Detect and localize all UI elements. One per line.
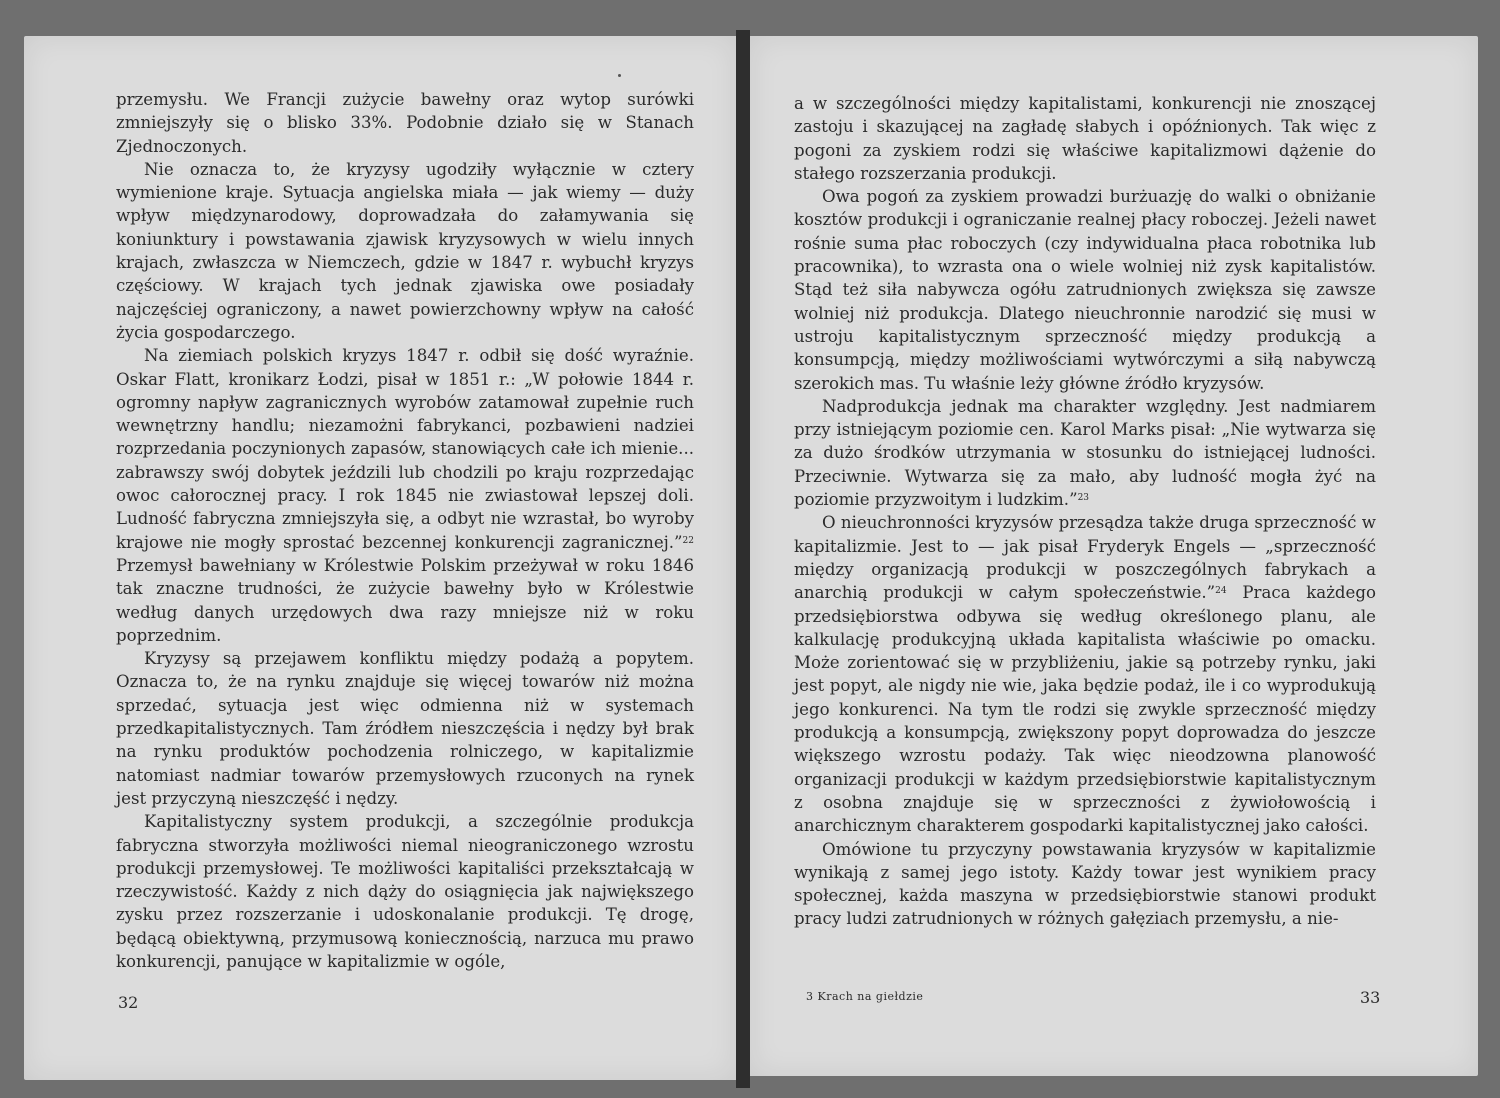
left-page <box>24 36 736 1080</box>
right-page-text <box>794 92 1376 931</box>
footnote-ref: 23 <box>1077 493 1090 504</box>
footnote-ref: 24 <box>1215 586 1227 597</box>
book-gutter <box>736 30 750 1088</box>
paragraph-text: Przemysł bawełniany w Królestwie Polskim przeżywał w roku 1846 tak znaczne trudności, że zużycie bawełny było w Królestwie według danych urzędowych dwa razy mniejsze niż w roku poprzednim. <box>116 555 694 645</box>
paragraph: przemysłu. We Francji zużycie bawełny oraz wytop surówki zmniejszyły się o blisko 33%. Podobnie działo się w Stanach Zjednoczonych. <box>116 90 694 156</box>
paragraph-text: Na ziemiach polskich kryzys 1847 r. odbił się dość wyraźnie. Oskar Flatt, kronikarz Łodzi, pisał w 1851 r.: „W połowie 1844 r. ogromny napływ zagranicznych wyrobów zatamował zupełnie ruch wewnętrzny handlu; niezamożni fabrykanci, pozbawieni nadziei rozprzedania poczynionych zapasów, stanowiących całe ich mienie... zabrawszy swój dobytek jeździli lub chodzili po kraju rozprzedając owoc całorocznej pracy. I rok 1845 nie zwiastował lepszej doli. Ludność fabryczna zmniejszyła się, a odbyt nie wzrastał, bo wyroby krajowe nie mogły sprostać bezcennej konkurencji zagranicznej.” <box>116 346 694 552</box>
paragraph <box>116 344 694 647</box>
left-page-text <box>116 88 694 973</box>
right-page <box>750 36 1478 1076</box>
footnote-ref: 22 <box>682 535 694 546</box>
page-number: 33 <box>1360 988 1381 1007</box>
paragraph: Nie oznacza to, że kryzysy ugodziły wyłącznie w cztery wymienione kraje. Sytuacja angielska miała — jak wiemy — duży wpływ międzynarodowy, doprowadzała do załamywania się koniunktury i powstawania zjawisk kryzysowych w wielu innych krajach, zwłaszcza w Niemczech, gdzie w 1847 r. wybuchł kryzys częściowy. W krajach tych jednak zjawiska owe posiadały najczęściej ograniczony, a nawet powierzchowny wpływ na całość życia gospodarczego. <box>116 159 694 342</box>
paragraph: Omówione tu przyczyny powstawania kryzysów w kapitalizmie wynikają z samej jego istoty. Każdy towar jest wynikiem pracy społecznej, każda maszyna w przedsiębiorstwie stanowi produkt pracy ludzi zatrudnionych w różnych gałęziach przemysłu, a nie- <box>794 839 1376 929</box>
paragraph: Kapitalistyczny system produkcji, a szczególnie produkcja fabryczna stworzyła możliwości niemal nieograniczonego wzrostu produkcji przemysłowej. Te możliwości kapitaliści przekształcają w rzeczywistość. Każdy z nich dąży do osiągnięcia jak największego zysku przez rozszerzanie i udoskonalanie produkcji. Tę drogę, będącą obiektywną, przymusową koniecznością, narzuca mu prawo konkurencji, panujące w kapitalizmie w ogóle, <box>116 812 694 971</box>
paragraph-text: Nadprodukcja jednak ma charakter względny. Jest nadmiarem przy istniejącym poziomie cen. Karol Marks pisał: „Nie wytwarza się za dużo środków utrzymania w stosunku do istniejącej ludności. Przeciwnie. Wytwarza się za mało, aby ludność mogła żyć na poziomie przyzwoitym i ludzkim.” <box>794 396 1376 510</box>
paragraph-text: Praca każdego przedsiębiorstwa odbywa się według określonego planu, ale kalkulację produkcyjną układa kapitalista właściwie po omacku. Może zorientować się w przybliżeniu, jakie są potrzeby rynku, jaki jest popyt, ale nigdy nie wie, jaka będzie podaż, ile i co wyprodukują jego konkurenci. Na tym tle rodzi się zwykle sprzeczność między produkcją a konsumpcją, zwiększony popyt doprowadza do jeszcze większego wzrostu podaży. Tak więc nieodzowna planowość organizacji produkcji w każdym przedsiębiorstwie kapitalistycznym z osobna znajduje się w sprzeczności z żywiołowością i anarchicznym charakterem gospodarki kapitalistycznej jako całości. <box>794 583 1376 836</box>
paragraph <box>794 511 1376 837</box>
binding-dot <box>618 74 621 77</box>
paragraph-text: O nieuchronności kryzysów przesądza także druga sprzeczność w kapitalizmie. Jest to — jak pisał Fryderyk Engels — „sprzeczność między organizacją produkcji w poszczególnych fabrykach a anarchią produkcji w całym społeczeństwie.” <box>794 513 1376 603</box>
page-number: 32 <box>118 993 139 1012</box>
paragraph: Kryzysy są przejawem konfliktu między podażą a popytem. Oznacza to, że na rynku znajduje się więcej towarów niż można sprzedać, sytuacja jest więc odmienna niż w systemach przedkapitalistycznych. Tam źródłem nieszczęścia i nędzy był brak na rynku produktów pochodzenia rolniczego, w kapitalizmie natomiast nadmiar towarów przemysłowych rzuconych na rynek jest przyczyną nieszczęść i nędzy. <box>116 649 694 808</box>
paragraph <box>794 395 1376 511</box>
paragraph: Owa pogoń za zyskiem prowadzi burżuazję do walki o obniżanie kosztów produkcji i ograniczanie realnej płacy roboczej. Jeżeli nawet rośnie suma płac roboczych (czy indywidualna płaca robotnika lub pracownika), to wzrasta ona o wiele wolniej niż zysk kapitalistów. Stąd też siła nabywcza ogółu zatrudnionych zwiększa się zawsze wolniej niż produkcja. Dlatego nieuchronnie narodzić się musi w ustroju kapitalistycznym sprzeczność między produkcją a konsumpcją, między możliwościami wytwórczymi a siłą nabywczą szerokich mas. Tu właśnie leży główne źródło kryzysów. <box>794 187 1376 393</box>
printer-signature-mark: 3 Krach na giełdzie <box>806 990 924 1003</box>
paragraph: a w szczególności między kapitalistami, konkurencji nie znoszącej zastoju i skazującej na zagładę słabych i opóźnionych. Tak więc z pogoni za zyskiem rodzi się właściwe kapitalizmowi dążenie do stałego rozszerzania produkcji. <box>794 94 1376 183</box>
